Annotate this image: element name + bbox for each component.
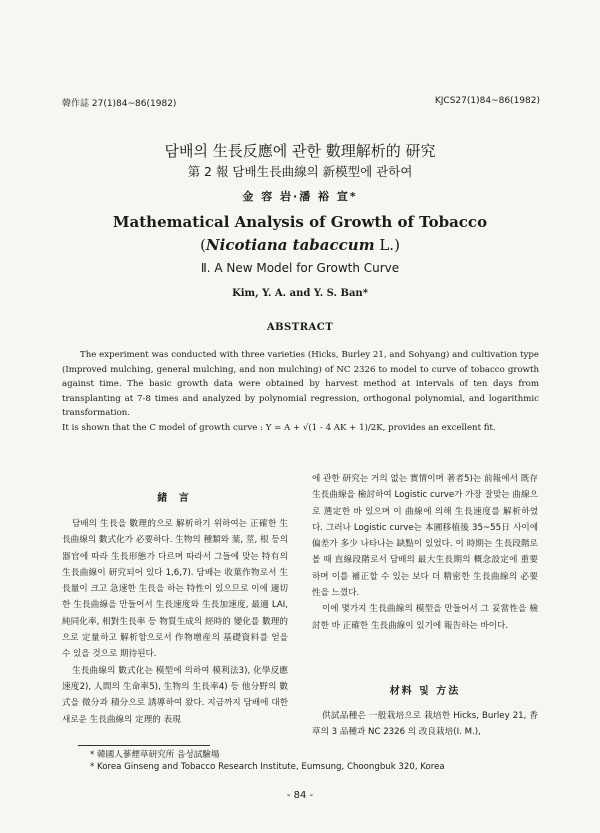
- methods-paragraph: 供試品種은 一般栽培으로 栽培한 Hicks, Burley 21, 香草의 3 品種과 NC 2326 의 改良栽培(I. M.),: [312, 711, 538, 738]
- title-korean: 담배의 生長反應에 관한 數理解析的 研究: [164, 142, 436, 160]
- intro-column: [62, 516, 288, 728]
- footnote-korean: * 韓國人蔘煙草研究所 음성試驗場: [90, 750, 220, 760]
- abstract-paragraph: It is shown that the C model of growth curve : Y = A + √(1 - 4 AK + 1)/2K, provides an excellent fit.: [62, 422, 496, 433]
- journal-citation-right: KJCS27(1)84~86(1982): [434, 96, 540, 106]
- right-column: [312, 471, 538, 634]
- intro-paragraph: 담배의 生長을 數理的으로 解析하기 위하여는 正確한 生長曲線의 數式化가 必要하다. 生物의 種類와 葉, 莖, 根 등의 器官에 따라 生長形態가 다르며 따라서 그들에 맞는 特有의 生長曲線이 研究되어 있다 1,6,7). 담배는 收葉作物로서 生長量이 크고 急速한 生長을 하는 特性이 있으므로 이에 適切한 生長曲線을 만들어서 生長速度와 生長加速度, 最適 LAI, 純同化率, 相對生長率 등 物質生成의 經時的 變化를 數理的으로 定量하고 解析함으로서 作物增産의 基礎資料를 얻을 수 있을 것으로 期待된다.: [62, 519, 288, 660]
- footnote-english: * Korea Ginseng and Tobacco Research Institute, Eumsung, Choongbuk 320, Korea: [90, 762, 445, 772]
- title-english: Mathematical Analysis of Growth of Tobacco: [112, 213, 488, 231]
- journal-citation-left: 韓作誌 27(1)84~86(1982): [62, 99, 177, 109]
- authors-korean: 金 容 岩·潘 裕 宣*: [242, 190, 358, 203]
- right-paragraph: 에 관한 研究는 거의 없는 實情이며 著者5)는 前報에서 既存生長曲線을 檢討하여 Logistic curve가 가장 잘맞는 曲線으로 選定한 바 있으며 이 曲線에 의해 生長速度를 解析하였다. 그러나 Logistic curve는 本圃移植後 35~55日 사이에 偏差가 多少 나타나는 缺點이 있었다. 이 時期는 生長段階로 볼 때 直線段階로서 담배의 最大生長期의 概念設定에 重要하며 이를 補正할 수 있는 보다 더 精密한 生長曲線의 必要性을 느꼈다.: [312, 474, 538, 599]
- intro-paragraph: 生長曲線의 數式化는 模型에 의하여 模利法3), 化學反應速度2), 人間의 生命率5), 生物의 生長率4) 등 他分野의 數式을 微分과 積分으로 誘導하여 왔다. 지금까지 담배에 대한 새로운 生長曲線의 定理的 表現: [62, 665, 288, 725]
- abstract-heading: ABSTRACT: [266, 322, 334, 333]
- subtitle-korean: 第 2 報 담배生長曲線의 新模型에 관하여: [187, 164, 413, 179]
- page-number: - 84 -: [286, 790, 314, 801]
- footnote-rule: [78, 745, 210, 746]
- intro-heading: 緒 言: [157, 493, 193, 504]
- methods-heading: 材料 및 方法: [389, 686, 461, 697]
- title-species: (Nicotiana tabaccum L.): [200, 236, 400, 254]
- species-name: Nicotiana tabaccum: [205, 236, 375, 254]
- abstract-paragraph: The experiment was conducted with three varieties (Hicks, Burley 21, and Sohyang) and cultivation type (Improved mulching, general mulching, and non mulching) of NC 2326 to model to curve of tobacco growth against time. The basic growth data were obtained by harvest method at intervals of ten days from transplanting at 7-8 times and analyzed by polynomial regression, orthogonal polynomial, and logarithmic transformation.: [62, 350, 539, 419]
- species-authority: L.: [379, 236, 395, 254]
- abstract-body: [62, 348, 539, 436]
- subtitle-english: Ⅱ. A New Model for Growth Curve: [200, 261, 400, 275]
- right-paragraph: 이에 몇가지 生長曲線의 模型을 만들어서 그 妥當性을 檢討한 바 正確한 生長曲線이 있기에 報告하는 바이다.: [312, 604, 538, 631]
- authors-english: Kim, Y. A. and Y. S. Ban*: [232, 288, 368, 299]
- methods-column: [312, 708, 538, 741]
